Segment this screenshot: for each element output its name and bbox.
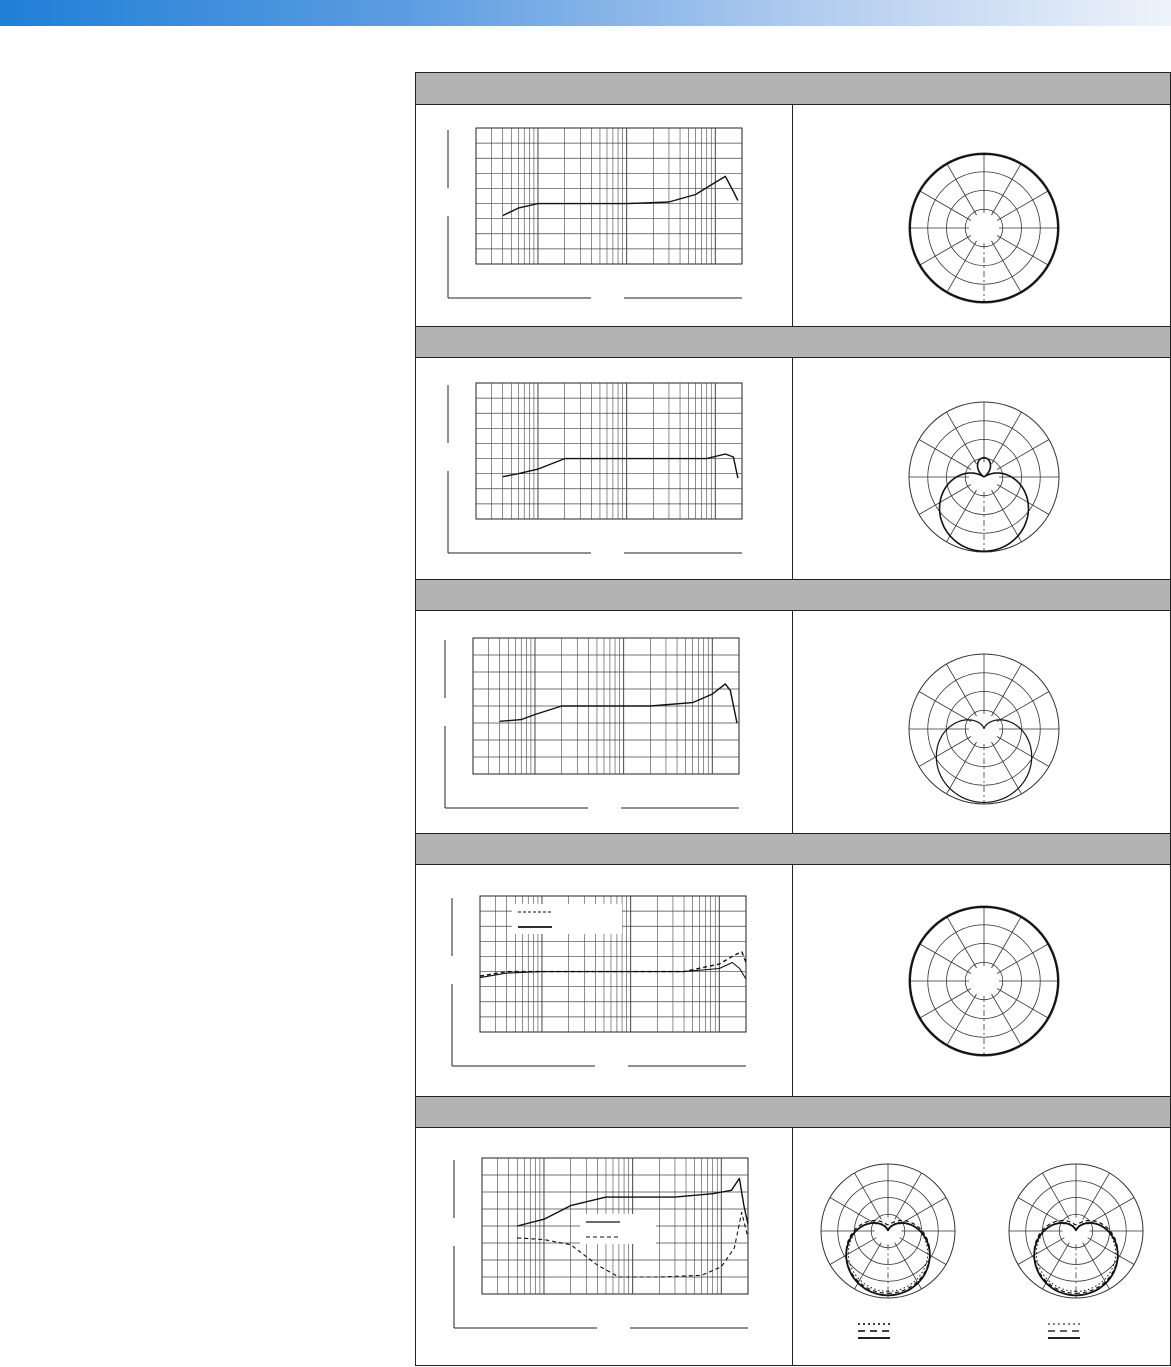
polar-spoke <box>1018 1238 1064 1265</box>
polar-spoke <box>900 1238 946 1265</box>
polar-spoke <box>830 1238 876 1265</box>
polar-spoke <box>1018 1198 1064 1225</box>
polar-spoke <box>947 412 977 464</box>
legend-box <box>512 904 622 934</box>
polar-spoke <box>1043 1173 1070 1219</box>
polar-spoke <box>895 1173 922 1219</box>
frequency-response-chart <box>450 896 750 1074</box>
polar-spoke <box>919 737 971 767</box>
polar-spoke <box>947 916 977 968</box>
section-header-3 <box>416 579 1170 611</box>
frequency-response-graph-1 <box>446 128 746 306</box>
polar-spoke <box>1083 1243 1110 1289</box>
polar-spoke <box>997 989 1049 1019</box>
section-header-2 <box>416 326 1170 358</box>
polar-spoke <box>855 1173 882 1219</box>
legend-box <box>580 1214 656 1244</box>
polar-pattern-dual-left <box>818 1161 958 1301</box>
polar-spoke <box>992 163 1022 215</box>
polar-spoke <box>997 440 1049 470</box>
frequency-response-chart <box>452 1158 752 1336</box>
polar-spoke <box>919 236 971 266</box>
polar-spoke <box>1083 1173 1110 1219</box>
frequency-response-chart <box>446 383 746 561</box>
polar-spoke <box>992 241 1022 293</box>
section-header-1 <box>416 73 1170 105</box>
polar-spoke <box>919 440 971 470</box>
polar-pattern-dual-right <box>1006 1161 1146 1301</box>
polar-diagram <box>906 399 1062 555</box>
frequency-response-graph-5 <box>452 1158 752 1336</box>
graph-frame <box>476 128 742 264</box>
polar-spoke <box>1043 1243 1070 1289</box>
frequency-response-chart <box>443 638 743 816</box>
polar-spoke <box>919 944 971 974</box>
polar-spoke <box>992 916 1022 968</box>
graph-frame <box>476 383 742 519</box>
polar-diagram <box>906 651 1062 807</box>
polar-pattern-supercardioid <box>906 651 1062 807</box>
polar-legend-right <box>1046 1320 1086 1342</box>
polar-spoke <box>947 742 977 794</box>
polar-diagram <box>1006 1161 1146 1301</box>
polar-spoke <box>1088 1238 1134 1265</box>
section-header-4 <box>416 833 1170 865</box>
frequency-response-graph-3 <box>443 638 743 816</box>
polar-spoke <box>992 412 1022 464</box>
polar-spoke <box>900 1198 946 1225</box>
cell-divider-2 <box>792 358 793 579</box>
polar-pattern-omni-1 <box>906 150 1062 306</box>
polar-spoke <box>997 944 1049 974</box>
polar-diagram <box>906 903 1062 1059</box>
polar-spoke <box>992 664 1022 716</box>
polar-pattern-omni-2 <box>906 903 1062 1059</box>
polar-spoke <box>919 989 971 1019</box>
polar-spoke <box>830 1198 876 1225</box>
polar-legend-left <box>856 1320 896 1342</box>
polar-spoke <box>947 490 977 542</box>
polar-spoke <box>947 994 977 1046</box>
polar-spoke <box>947 664 977 716</box>
polar-spoke <box>855 1243 882 1289</box>
frequency-response-chart <box>446 128 746 306</box>
header-band <box>0 0 1171 26</box>
polar-diagram <box>906 150 1062 306</box>
polar-spoke <box>997 737 1049 767</box>
polar-spoke <box>919 692 971 722</box>
polar-spoke <box>919 191 971 221</box>
response-curve-2 <box>480 963 746 980</box>
polar-spoke <box>947 163 977 215</box>
spec-table <box>415 72 1171 1366</box>
polar-spoke <box>895 1243 922 1289</box>
polar-ring <box>965 962 1003 1000</box>
polar-ring <box>965 209 1003 247</box>
cell-divider-1 <box>792 105 793 326</box>
frequency-response-graph-4 <box>450 896 750 1074</box>
polar-diagram <box>818 1161 958 1301</box>
polar-spoke <box>992 490 1022 542</box>
polar-pattern-cardioid <box>906 399 1062 555</box>
section-header-5 <box>416 1096 1170 1128</box>
polar-spoke <box>992 742 1022 794</box>
polar-spoke <box>997 692 1049 722</box>
frequency-response-graph-2 <box>446 383 746 561</box>
polar-spoke <box>992 994 1022 1046</box>
cell-divider-5 <box>792 1128 793 1366</box>
cell-divider-3 <box>792 611 793 833</box>
polar-spoke <box>997 191 1049 221</box>
polar-spoke <box>947 241 977 293</box>
polar-spoke <box>1088 1198 1134 1225</box>
polar-spoke <box>997 236 1049 266</box>
cell-divider-4 <box>792 865 793 1096</box>
